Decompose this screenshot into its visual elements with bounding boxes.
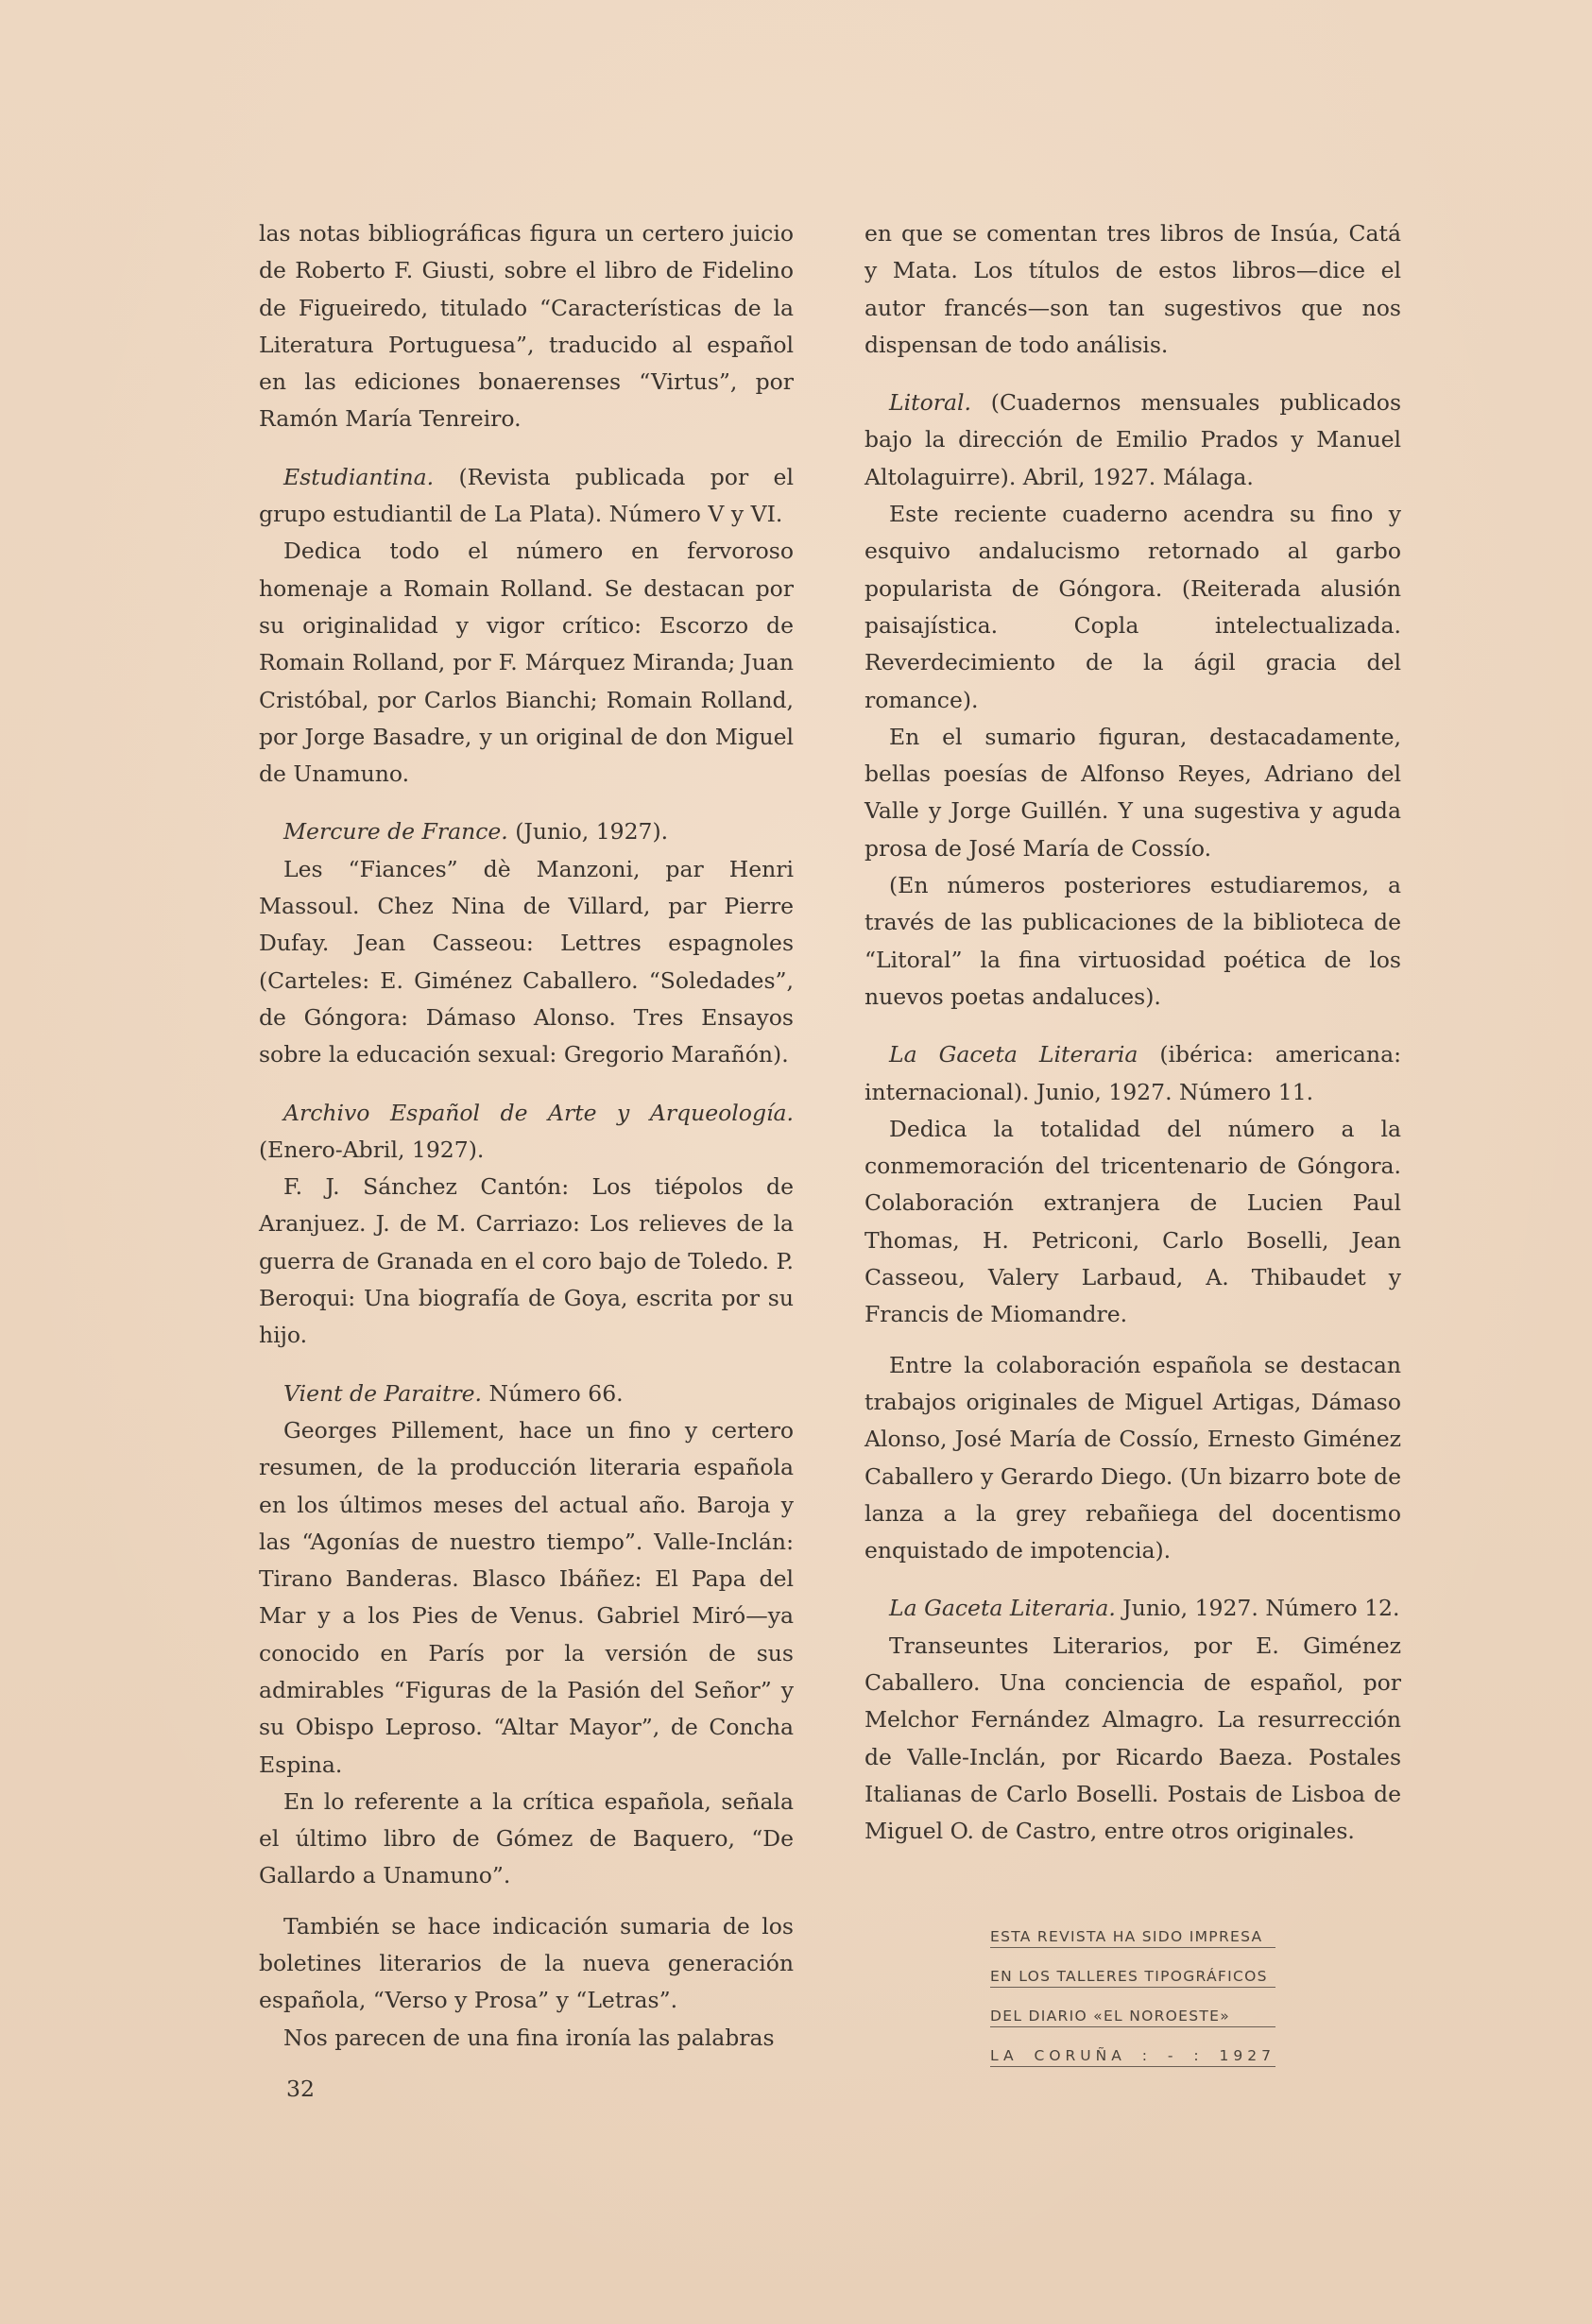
right-column [864, 215, 1401, 1850]
publication-title: La Gaceta Literaria. [889, 1595, 1116, 1622]
page-number: 32 [286, 2076, 315, 2102]
publication-title: Archivo Español de Arte y Arqueología. [283, 1099, 794, 1126]
paragraph: Transeuntes Literarios, por E. Giménez Caballero. Una conciencia de español, por Melchor Fernández Almagro. La resurrección de Valle-Inclán, por Ricardo Baeza. Postales Italianas de Carlo Boselli. Postais de Lisboa de Miguel O. de Castro, entre otros originales. [864, 1632, 1401, 1845]
imprint-word: : [1141, 2047, 1152, 2064]
imprint-line-place-date [990, 2037, 1275, 2067]
paragraph: las notas bibliográficas figura un certero juicio de Roberto F. Giusti, sobre el libro de Fidelino de Figueiredo, titulado “Características de la Literatura Portuguesa”, traducido al español en las ediciones bonaerenses “Virtus”, por Ramón María Tenreiro. [259, 220, 794, 433]
publication-title: Vient de Paraitre. [283, 1379, 483, 1407]
paragraph: Dedica la totalidad del número a la conmemoración del tricentenario de Góngora. Colaboración extranjera de Lucien Paul Thomas, H. Petriconi, Carlo Boselli, Jean Casseou, Valery Larbaud, A. Thibaudet y Francis de Miomandre. [864, 1115, 1401, 1328]
paragraph: F. J. Sánchez Cantón: Los tiépolos de Aranjuez. J. de M. Carriazo: Los relieves de la guerra de Granada en el coro bajo de Toledo. P. Beroqui: Una biografía de Goya, escrita por su hijo. [259, 1173, 794, 1349]
imprint-line: EN LOS TALLERES TIPOGRÁFICOS [990, 1957, 1275, 1988]
imprint-line: DEL DIARIO «EL NOROESTE» [990, 1997, 1275, 2027]
imprint-word: CORUÑA [1034, 2047, 1126, 2064]
paragraph: en que se comentan tres libros de Insúa, Catá y Mata. Los títulos de estos libros—dice el autor francés—son tan sugestivos que nos dispensan de todo análisis. [864, 220, 1401, 358]
paragraph: Georges Pillement, hace un fino y certero resumen, de la producción literaria española en los últimos meses del actual año. Baroja y las “Agonías de nuestro tiempo”. Valle-Inclán: Tirano Banderas. Blasco Ibáñez: El Papa del Mar y a los Pies de Venus. Gabriel Miró—ya conocido en París por la versión de sus admirables “Figuras de la Pasión del Señor” y su Obispo Leproso. “Altar Mayor”, de Concha Espina. [259, 1416, 794, 1778]
paragraph: También se hace indicación sumaria de los boletines literarios de la nueva generación española, “Verso y Prosa” y “Letras”. [259, 1912, 794, 2014]
publication-title: Estudiantina. [283, 463, 435, 490]
paragraph: Dedica todo el número en fervoroso homenaje a Romain Rolland. Se destacan por su originalidad y vigor crítico: Escorzo de Romain Rolland, por F. Márquez Miranda; Juan Cristóbal, por Carlos Bianchi; Romain Rolland, por Jorge Basadre, y un original de don Miguel de Unamuno. [259, 538, 794, 788]
entry-heading: La Gaceta Literaria (ibérica: americana: internacional). Junio, 1927. Número 11. [864, 1041, 1401, 1105]
imprint-word: : [1193, 2047, 1204, 2064]
publication-title: Litoral. [889, 389, 971, 417]
left-column [259, 215, 794, 2057]
imprint-word: 1927 [1219, 2047, 1275, 2064]
entry-heading: Mercure de France. (Junio, 1927). [283, 818, 669, 846]
entry-heading: Vient de Paraitre. Número 66. [283, 1379, 624, 1407]
entry-heading: Estudiantina. (Revista publicada por el grupo estudiantil de La Plata). Número V y VI. [259, 463, 794, 528]
entry-heading: Archivo Español de Arte y Arqueología. (Enero-Abril, 1927). [259, 1099, 794, 1163]
imprint-word: - [1167, 2047, 1178, 2064]
paragraph: (En números posteriores estudiaremos, a través de las publicaciones de la biblioteca de “Litoral” la fina virtuosidad poética de los nuevos poetas andaluces). [864, 872, 1401, 1010]
paragraph: En el sumario figuran, destacadamente, bellas poesías de Alfonso Reyes, Adriano del Valle y Jorge Guillén. Y una sugestiva y aguda prosa de José María de Cossío. [864, 723, 1401, 862]
publication-title: La Gaceta Literaria [889, 1041, 1138, 1068]
imprint-word: LA [990, 2047, 1019, 2064]
paragraph: Les “Fiances” dè Manzoni, par Henri Massoul. Chez Nina de Villard, par Pierre Dufay. Jean Casseou: Lettres espagnoles (Carteles: E. Giménez Caballero. “Soledades”, de Góngora: Dámaso Alonso. Tres Ensayos sobre la educación sexual: Gregorio Marañón). [259, 855, 794, 1068]
paragraph: Este reciente cuaderno acendra su fino y esquivo andalucismo retornado al garbo popularista de Góngora. (Reiterada alusión paisajística. Copla intelectualizada. Reverdecimiento de la ágil gracia del romance). [864, 501, 1401, 713]
publication-title: Mercure de France. [283, 818, 508, 846]
printer-imprint [990, 1918, 1275, 2076]
paragraph: Entre la colaboración española se destacan trabajos originales de Miguel Artigas, Dámaso Alonso, José María de Cossío, Ernesto Giménez Caballero y Gerardo Diego. (Un bizarro bote de lanza a la grey rebañiega del docentismo enquistado de impotencia). [864, 1351, 1401, 1564]
entry-heading: Litoral. (Cuadernos mensuales publicados bajo la dirección de Emilio Prados y Manuel Altolaguirre). Abril, 1927. Málaga. [864, 389, 1401, 490]
entry-heading: La Gaceta Literaria. Junio, 1927. Número 12. [889, 1595, 1400, 1622]
paragraph: En lo referente a la crítica española, señala el último libro de Gómez de Baquero, “De Gallardo a Unamuno”. [259, 1787, 794, 1889]
paragraph: Nos parecen de una fina ironía las palabras [283, 2024, 775, 2051]
imprint-line: ESTA REVISTA HA SIDO IMPRESA [990, 1918, 1275, 1948]
